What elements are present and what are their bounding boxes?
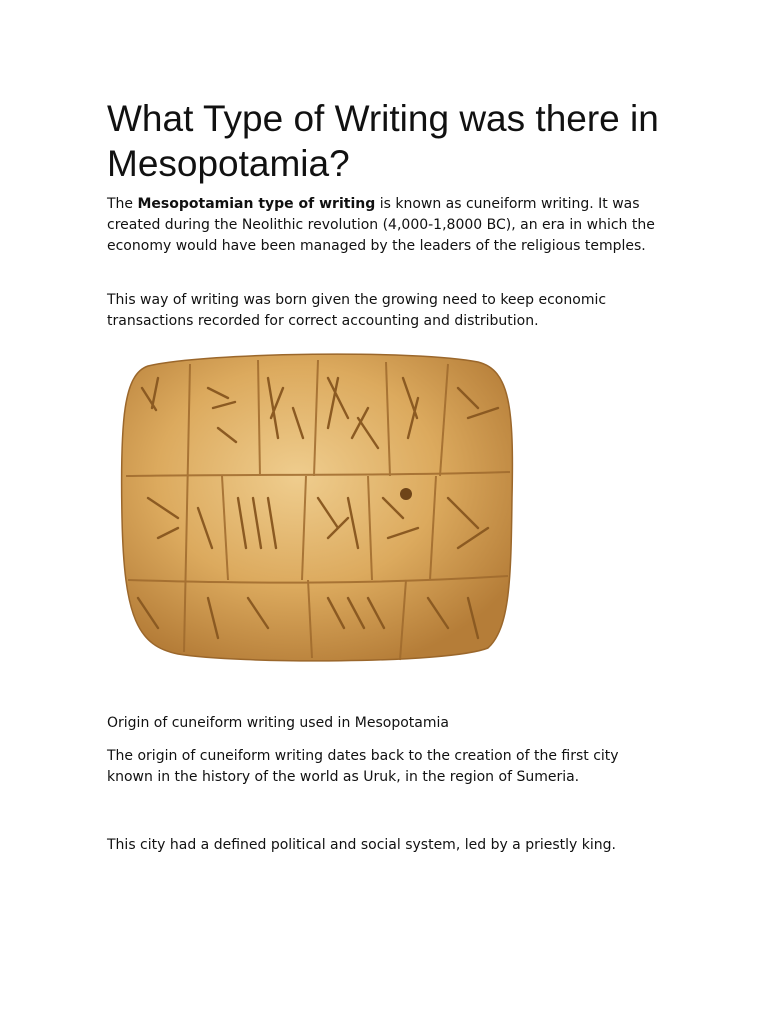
intro-bold-term: Mesopotamian type of writing	[137, 196, 376, 212]
tablet-illustration	[118, 348, 516, 666]
image-caption: Origin of cuneiform writing used in Mesopotamia	[107, 715, 449, 731]
intro-suffix: is known as cuneiform writing. It was created during the Neolithic revolution (4,000-1,8000 BC), an era in which the economy would have been managed by the leaders of the religious temples.	[107, 196, 655, 254]
intro-prefix: The	[107, 196, 138, 212]
page-title: What Type of Writing was there in Mesopotamia?	[107, 98, 659, 184]
paragraph-origin: The origin of cuneiform writing dates back to the creation of the first city known in the history of the world as Uruk, in the region of Sumeria.	[107, 748, 619, 785]
paragraph-intro	[107, 194, 667, 257]
paragraph-city: This city had a defined political and social system, led by a priestly king.	[107, 837, 616, 853]
tablet-hole	[400, 488, 412, 500]
paragraph-purpose: This way of writing was born given the growing need to keep economic transactions recorded for correct accounting and distribution.	[107, 292, 607, 329]
cuneiform-tablet-image	[118, 348, 516, 666]
